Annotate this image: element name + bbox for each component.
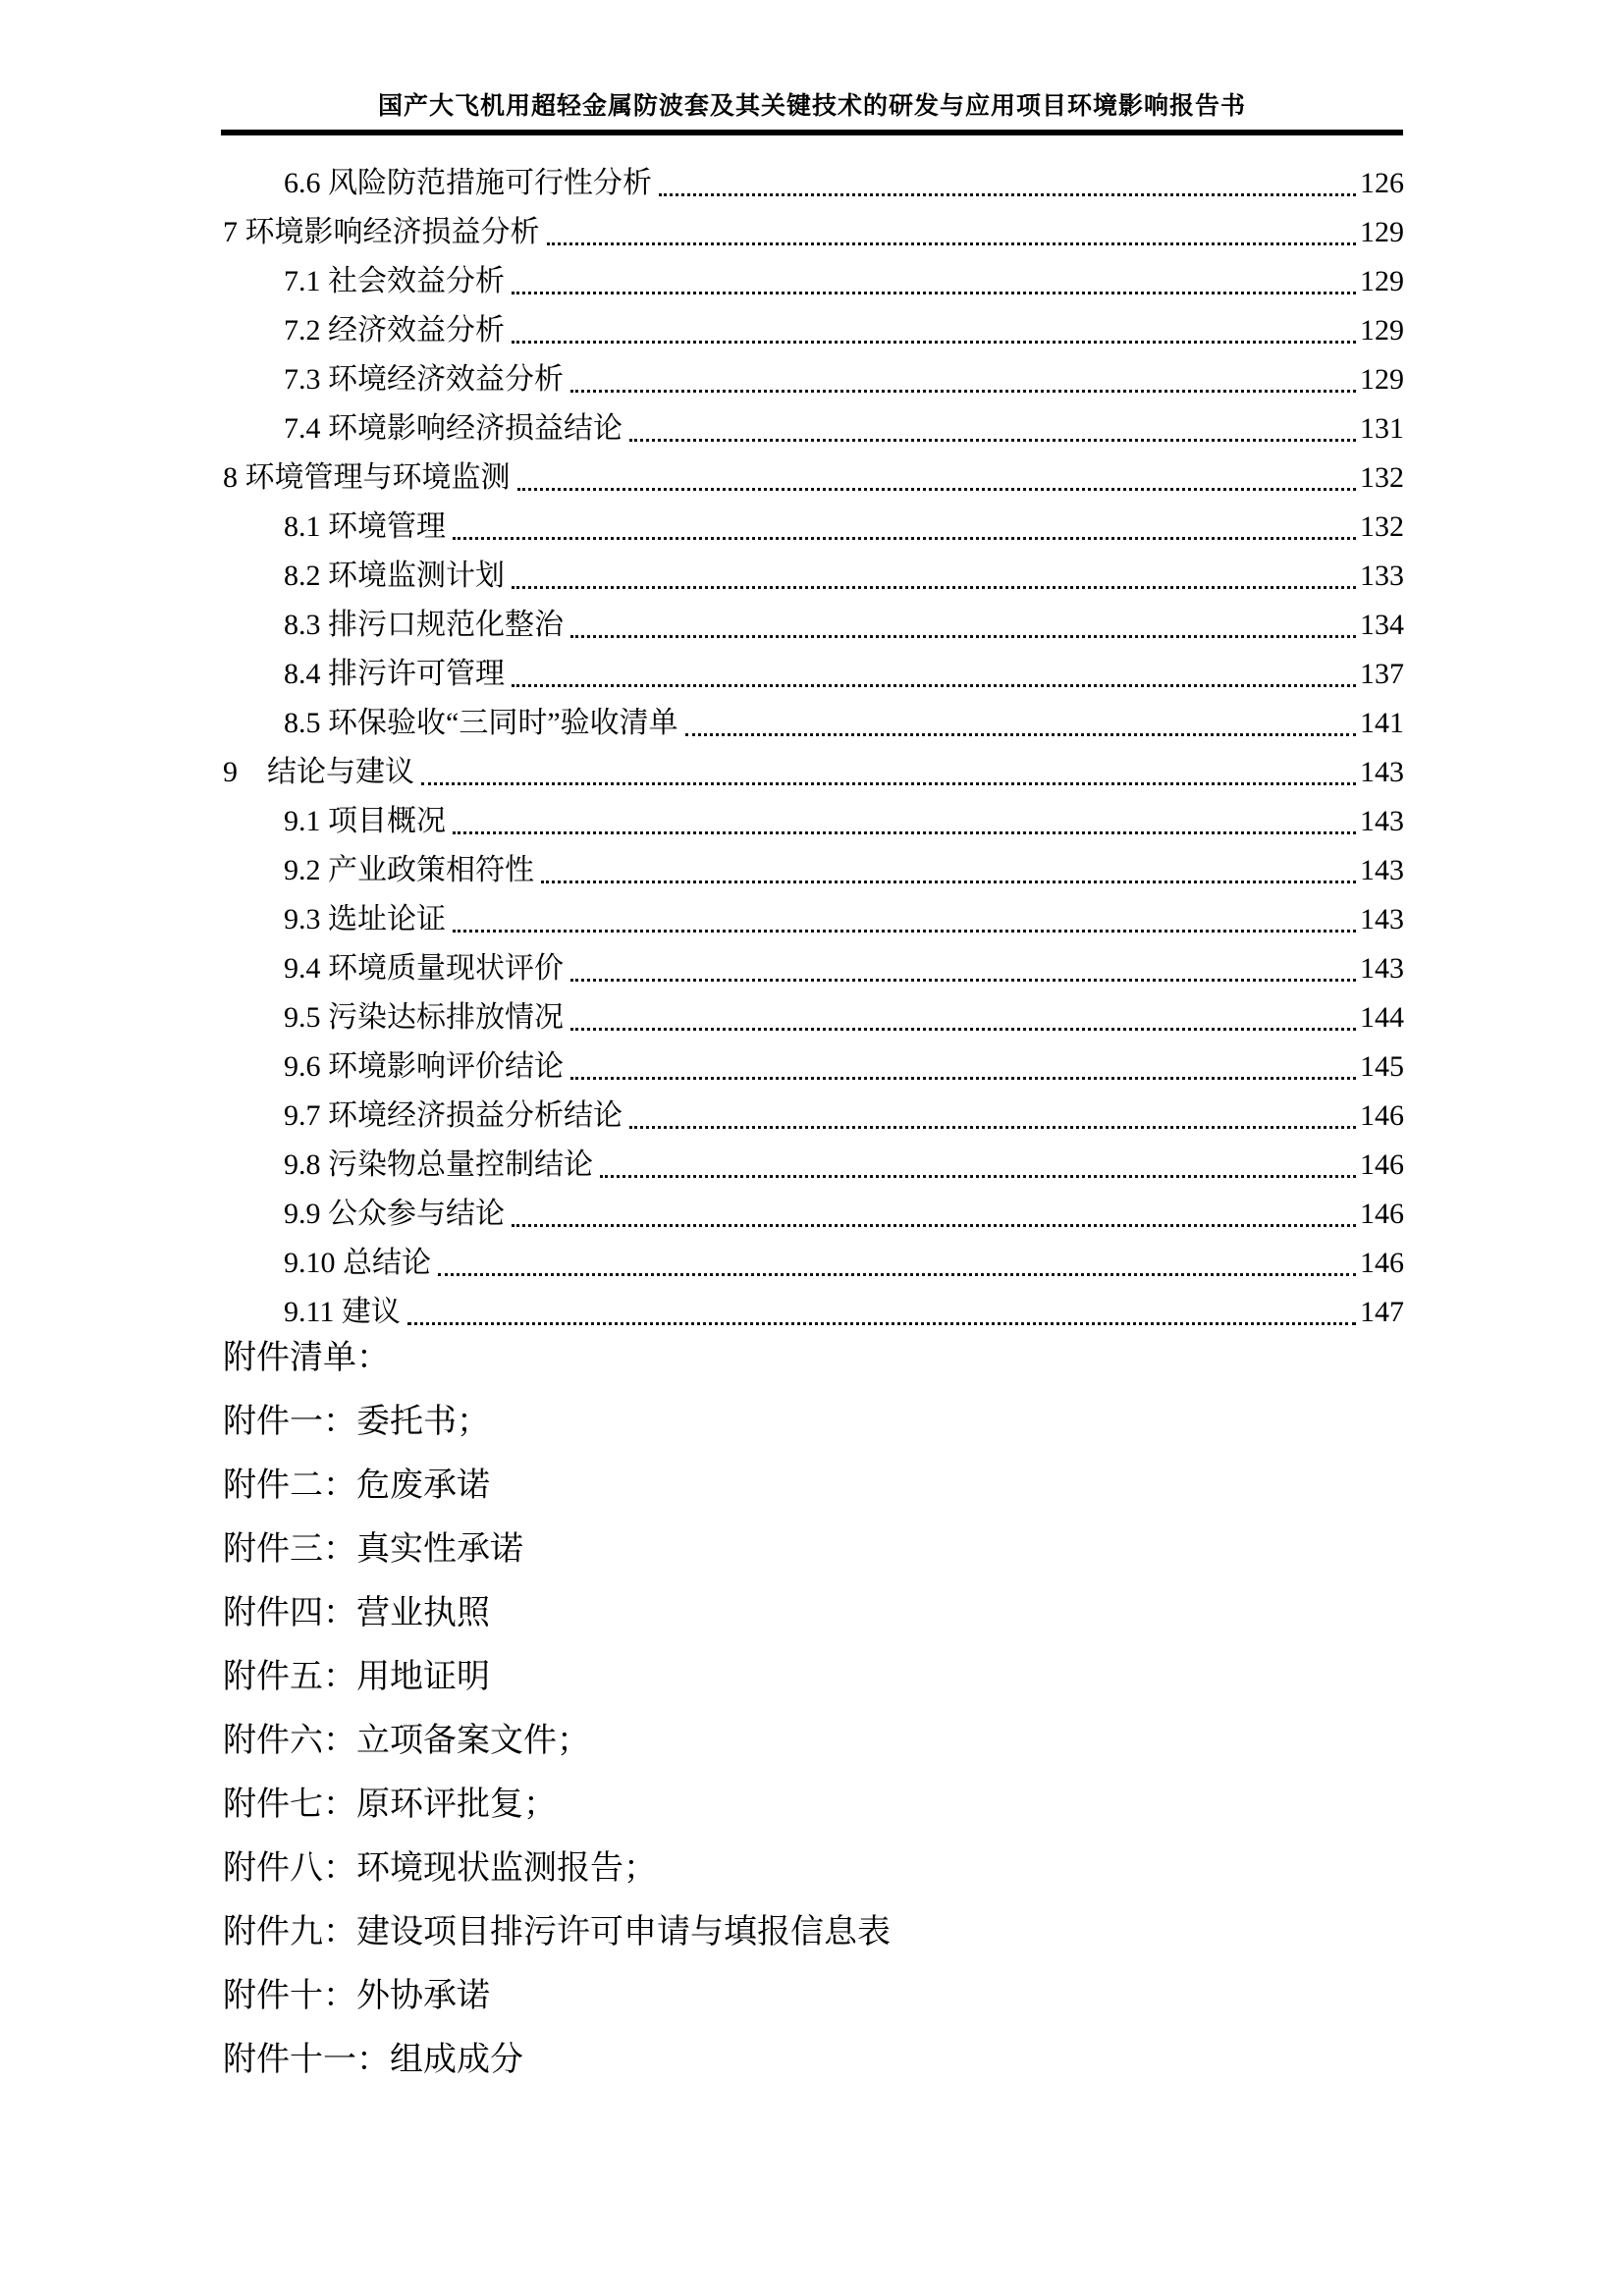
toc-entry-label: 8 环境管理与环境监测 <box>223 461 511 494</box>
toc-entry-label: 8.4 排污许可管理 <box>284 658 505 690</box>
toc-entry <box>223 208 1404 257</box>
toc-dot-leader <box>570 979 1356 982</box>
attachments-section <box>223 1326 1404 2092</box>
toc-entry <box>223 454 1404 503</box>
attachment-item: 附件二：危废承诺 <box>223 1468 490 1504</box>
header-divider-rule <box>221 130 1403 135</box>
toc-page-number: 146 <box>1360 1148 1404 1181</box>
toc-entry <box>223 944 1404 993</box>
attachment-item: 附件三：真实性承诺 <box>223 1531 523 1568</box>
toc-page-number: 132 <box>1360 510 1404 543</box>
toc-entry <box>223 404 1404 454</box>
toc-page-number: 144 <box>1360 1001 1404 1034</box>
attachment-item: 附件一：委托书； <box>223 1404 490 1440</box>
toc-entry <box>223 748 1404 797</box>
toc-entry <box>223 1042 1404 1092</box>
toc-page-number: 146 <box>1360 1247 1404 1279</box>
toc-dot-leader <box>541 881 1356 883</box>
toc-page-number: 143 <box>1360 903 1404 935</box>
toc-entry-label: 7 环境影响经济损益分析 <box>223 216 540 248</box>
toc-dot-leader <box>629 1126 1356 1129</box>
attachment-item: 附件八：环境现状监测报告； <box>223 1850 657 1887</box>
toc-dot-leader <box>512 341 1356 344</box>
toc-page-number: 129 <box>1360 265 1404 297</box>
toc-dot-leader <box>453 930 1356 933</box>
toc-dot-leader <box>407 1322 1356 1325</box>
attachments-list <box>223 1390 1404 2092</box>
toc-entry-label: 9.11 建议 <box>284 1296 401 1328</box>
toc-entry <box>223 503 1404 552</box>
attachment-item: 附件七：原环评批复； <box>223 1787 557 1823</box>
toc-page-number: 146 <box>1360 1099 1404 1132</box>
attachment-item: 附件五：用地证明 <box>223 1659 490 1695</box>
toc-page-number: 131 <box>1360 412 1404 445</box>
toc-page-number: 141 <box>1360 707 1404 739</box>
toc-entry <box>223 1239 1404 1288</box>
toc-entry <box>223 797 1404 846</box>
toc-page-number: 129 <box>1360 363 1404 396</box>
toc-entry <box>223 699 1404 748</box>
toc-entry-label: 8.2 环境监测计划 <box>284 560 505 592</box>
toc-dot-leader <box>512 684 1356 687</box>
toc-entry <box>223 552 1404 601</box>
toc-page-number: 126 <box>1360 167 1404 199</box>
toc-entry <box>223 355 1404 404</box>
toc-dot-leader <box>570 635 1356 638</box>
toc-dot-leader <box>600 1175 1356 1178</box>
toc-page-number: 146 <box>1360 1198 1404 1230</box>
toc-dot-leader <box>512 1224 1356 1227</box>
toc-entry <box>223 993 1404 1042</box>
toc-page-number: 133 <box>1360 560 1404 592</box>
toc-entry-label: 9.7 环境经济损益分析结论 <box>284 1099 623 1132</box>
toc-page-number: 129 <box>1360 216 1404 248</box>
toc-entry-label: 9.5 污染达标排放情况 <box>284 1001 564 1034</box>
toc-dot-leader <box>629 439 1356 442</box>
toc-entry-label: 7.1 社会效益分析 <box>284 265 505 297</box>
toc-entry-label: 9.2 产业政策相符性 <box>284 854 534 886</box>
toc-dot-leader <box>512 292 1356 294</box>
toc-dot-leader <box>512 586 1356 589</box>
toc-dot-leader <box>570 390 1356 393</box>
toc-entry-label: 9.10 总结论 <box>284 1247 431 1279</box>
toc-page-number: 143 <box>1360 854 1404 886</box>
attachment-item: 附件九：建设项目排污许可申请与填报信息表 <box>223 1914 891 1950</box>
toc-dot-leader <box>685 733 1356 736</box>
toc-entry-label: 8.5 环保验收“三同时”验收清单 <box>284 707 678 739</box>
toc-entry <box>223 159 1404 208</box>
toc-dot-leader <box>421 782 1356 785</box>
attachment-item: 附件十一：组成成分 <box>223 2042 523 2078</box>
toc-dot-leader <box>570 1077 1356 1080</box>
attachment-item: 附件十：外协承诺 <box>223 1978 490 2014</box>
toc-entry-label: 7.3 环境经济效益分析 <box>284 363 564 396</box>
toc-entry-label: 9.8 污染物总量控制结论 <box>284 1148 593 1181</box>
toc-page-number: 143 <box>1360 952 1404 985</box>
toc-entry <box>223 1190 1404 1239</box>
page-header-title: 国产大飞机用超轻金属防波套及其关键技术的研发与应用项目环境影响报告书 <box>377 93 1246 120</box>
toc-page-number: 143 <box>1360 756 1404 788</box>
toc-entry <box>223 601 1404 650</box>
toc-page-number: 145 <box>1360 1050 1404 1083</box>
table-of-contents <box>223 159 1404 1337</box>
toc-dot-leader <box>570 1028 1356 1031</box>
toc-entry-label: 7.2 经济效益分析 <box>284 314 505 347</box>
toc-entry <box>223 1092 1404 1141</box>
toc-entry-label: 7.4 环境影响经济损益结论 <box>284 412 623 445</box>
toc-entry <box>223 650 1404 699</box>
toc-entry-label: 9 结论与建议 <box>223 756 414 788</box>
toc-entry-label: 8.3 排污口规范化整治 <box>284 609 564 641</box>
toc-entry-label: 9.1 项目概况 <box>284 805 446 837</box>
toc-page-number: 134 <box>1360 609 1404 641</box>
toc-entry-label: 9.3 选址论证 <box>284 903 446 935</box>
attachment-item: 附件六：立项备案文件； <box>223 1723 590 1759</box>
toc-dot-leader <box>517 488 1357 491</box>
toc-dot-leader <box>453 831 1356 834</box>
toc-entry <box>223 257 1404 306</box>
toc-page-number: 129 <box>1360 314 1404 347</box>
toc-entry <box>223 895 1404 944</box>
toc-entry <box>223 1141 1404 1190</box>
toc-entry-label: 6.6 风险防范措施可行性分析 <box>284 167 652 199</box>
toc-page-number: 137 <box>1360 658 1404 690</box>
toc-entry <box>223 306 1404 355</box>
toc-entry-label: 8.1 环境管理 <box>284 510 446 543</box>
toc-dot-leader <box>438 1273 1356 1276</box>
toc-page-number: 132 <box>1360 461 1404 494</box>
toc-entry-label: 9.9 公众参与结论 <box>284 1198 505 1230</box>
toc-dot-leader <box>547 242 1357 245</box>
toc-dot-leader <box>659 193 1356 196</box>
toc-entry <box>223 846 1404 895</box>
toc-page-number: 143 <box>1360 805 1404 837</box>
toc-entry-label: 9.4 环境质量现状评价 <box>284 952 564 985</box>
attachments-heading: 附件清单： <box>223 1340 390 1376</box>
toc-entry-label: 9.6 环境影响评价结论 <box>284 1050 564 1083</box>
toc-dot-leader <box>453 537 1356 540</box>
toc-page-number: 147 <box>1360 1296 1404 1328</box>
attachment-item: 附件四：营业执照 <box>223 1595 490 1631</box>
